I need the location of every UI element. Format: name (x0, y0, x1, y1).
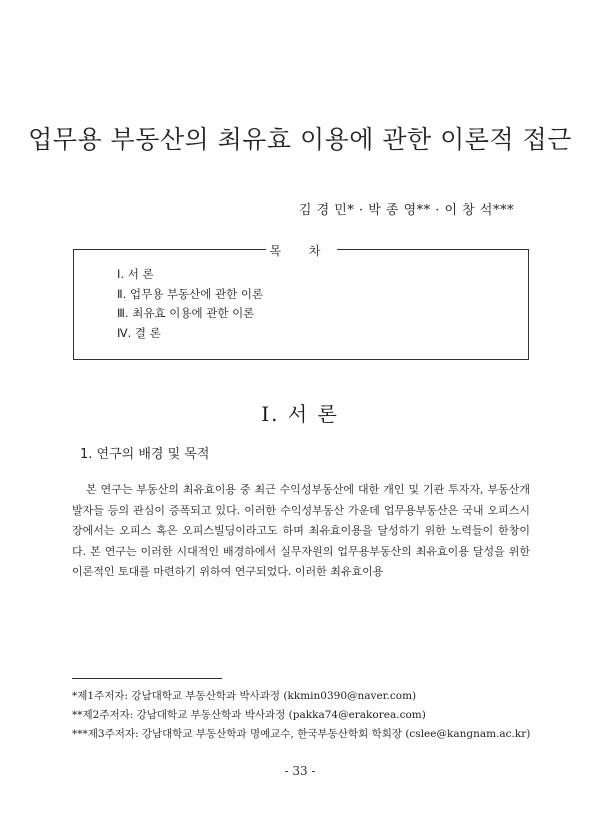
toc-list (117, 265, 263, 343)
paper-title: 업무용 부동산의 최유효 이용에 관한 이론적 접근 (28, 125, 572, 154)
footnote: **제2주저자: 강남대학교 부동산학과 박사과정 (pakka74@erakorea.com) (72, 709, 426, 721)
toc-item: Ⅰ. 서 론 (117, 267, 154, 281)
footnote-list (72, 687, 530, 744)
page-number: - 33 - (284, 764, 316, 778)
table-of-contents (73, 244, 529, 360)
footnote: ***제3주저자: 강남대학교 부동산학과 명예교수, 한국부동산학회 학회장 (cslee@kangnam.ac.kr) (72, 728, 531, 740)
body-paragraph: 본 연구는 부동산의 최유효이용 중 최근 수익성부동산에 대한 개인 및 기관 투자자, 부동산개발자들 등의 관심이 증폭되고 있다. 이러한 수익성부동산 가운데 업무용부동산은 국내 오피스시장에서는 오피스 혹은 오피스빌딩이라고도 하며 최유효이용을 달성하기 위한 노력들이 한창이다. 본 연구는 이러한 시대적인 배경하에서 실무자원의 업무용부동산의 최유효이용 달성을 위한 이론적인 토대를 마련하기 위하여 연구되었다. 이러한 최유효이용 (72, 483, 530, 578)
section-heading: Ⅰ. 서 론 (261, 402, 339, 426)
footnote: *제1주저자: 강남대학교 부동산학과 박사과정 (kkmin0390@naver.com) (72, 690, 417, 702)
toc-item: Ⅳ. 결 론 (117, 325, 161, 340)
toc-heading: 목 차 (266, 244, 337, 258)
author-list: 김 경 민* · 박 종 영** · 이 창 석*** (298, 203, 514, 218)
toc-item: Ⅱ. 업무용 부동산에 관한 이론 (117, 286, 264, 301)
footnote-divider (72, 678, 222, 679)
toc-item: Ⅲ. 최유효 이용에 관한 이론 (117, 306, 255, 320)
subsection-heading: 1. 연구의 배경 및 목적 (80, 447, 210, 462)
